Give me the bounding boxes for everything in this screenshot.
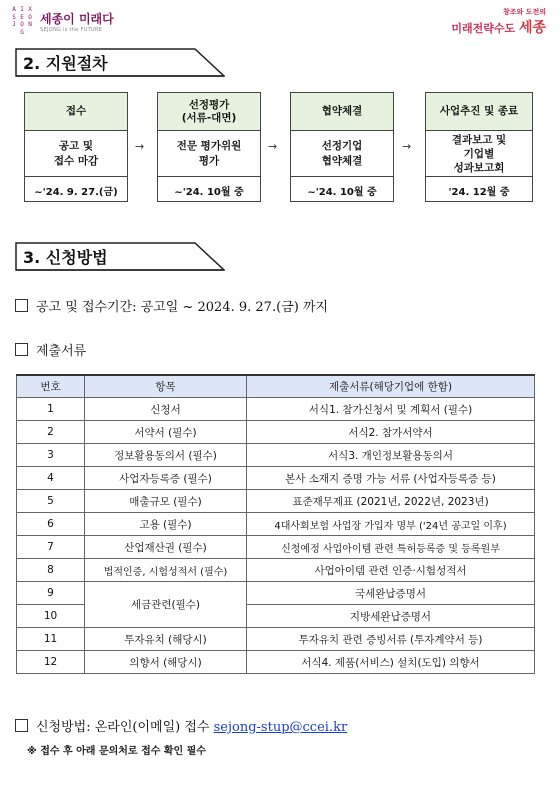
table-row: 10 지방세완납증명서 — [17, 605, 535, 628]
process-flow — [24, 92, 534, 204]
table-row: 7 산업재산권 (필수) 신청예정 사업아이템 관련 특허등록증 및 등록원부 — [17, 536, 535, 559]
flow-arrow-icon: → — [268, 140, 278, 153]
flow-step-date: ~'24. 10월 중 — [174, 186, 244, 198]
flow-step-4 — [425, 92, 533, 202]
sejong-logo-right — [451, 7, 546, 37]
flow-arrow-icon: → — [135, 140, 145, 153]
brand-subslogan: SEJONG is the FUTURE — [40, 26, 103, 33]
table-row: 4 사업자등록증 (필수) 본사 소재지 증명 가능 서류 (사업자등록증 등) — [17, 467, 535, 490]
flow-step-body: 선정기업 협약체결 — [291, 131, 393, 177]
flow-step-head: 접수 — [25, 93, 127, 131]
flow-arrow-icon: → — [402, 140, 412, 153]
method-text: 신청방법: 온라인(이메일) 접수 — [36, 720, 214, 735]
flow-step-head: 사업추진 및 종료 — [426, 93, 532, 131]
checkbox-square-icon — [15, 299, 28, 312]
table-row: 5 매출규모 (필수) 표준재무제표 (2021년, 2022년, 2023년) — [17, 490, 535, 513]
table-row: 11 투자유치 (해당시) 투자유치 관련 증빙서류 (투자계약서 등) — [17, 628, 535, 651]
table-row: 2 서약서 (필수) 서식2. 참가서약서 — [17, 421, 535, 444]
sejong-seal-mark: A I X S E O J O N G — [12, 6, 32, 36]
table-row: 8 법적인증, 시험성적서 (필수) 사업아이템 관련 인증·시험성적서 — [17, 559, 535, 582]
flow-step-head: 협약체결 — [291, 93, 393, 131]
right-slogan-small: 창조와 도전의 — [502, 8, 546, 16]
flow-step-1 — [24, 92, 128, 202]
period-text: 공고 및 접수기간: 공고일 ~ 2024. 9. 27.(금) 까지 — [36, 300, 329, 315]
col-header-docs: 제출서류(해당기업에 한함) — [247, 375, 535, 398]
email-link[interactable]: sejong-stup@ccei.kr — [213, 720, 348, 735]
col-header-no: 번호 — [17, 375, 85, 398]
checkbox-square-icon — [15, 343, 28, 356]
sejong-logo-left — [10, 6, 114, 36]
brand-slogan: 세종이 미래다 — [40, 11, 114, 26]
col-header-item: 항목 — [85, 375, 247, 398]
table-row: 12 의향서 (해당시) 서식4. 제품(서비스) 설치(도입) 의향서 — [17, 651, 535, 674]
table-row: 3 정보활용동의서 (필수) 서식3. 개인정보활용동의서 — [17, 444, 535, 467]
checkbox-square-icon — [15, 719, 28, 732]
section-title-2 — [15, 48, 225, 78]
flow-step-3 — [290, 92, 394, 202]
right-slogan-big: 미래전략수도 — [451, 22, 516, 35]
docs-title: 제출서류 — [36, 344, 87, 359]
flow-step-body: 결과보고 및 기업별 성과보고회 — [426, 131, 532, 177]
confirm-note: ※ 접수 후 아래 문의처로 접수 확인 필수 — [27, 746, 206, 757]
section-title-3 — [15, 242, 225, 272]
docs-line — [15, 340, 86, 359]
flow-step-body: 공고 및 접수 마감 — [25, 131, 127, 177]
required-docs-table — [16, 374, 535, 674]
flow-step-date: ~'24. 10월 중 — [307, 186, 377, 198]
table-row: 6 고용 (필수) 4대사회보험 사업장 가입자 명부 ('24년 공고일 이후) — [17, 513, 535, 536]
flow-step-head: 선정평가 (서류-대면) — [158, 93, 260, 131]
section-3-heading: 3. 신청방법 — [23, 248, 108, 267]
flow-step-date: ~'24. 9. 27.(금) — [34, 186, 118, 198]
section-2-heading: 2. 지원절차 — [23, 54, 108, 73]
period-line — [15, 296, 328, 315]
table-row: 1 신청서 서식1. 참가신청서 및 계획서 (필수) — [17, 398, 535, 421]
flow-step-body: 전문 평가위원 평가 — [158, 131, 260, 177]
method-line — [15, 716, 347, 735]
table-header-row — [17, 375, 535, 398]
flow-step-2 — [157, 92, 261, 202]
right-city: 세종 — [518, 20, 546, 36]
flow-step-date: '24. 12월 중 — [448, 186, 510, 198]
table-row: 9 세금관련(필수) 국세완납증명서 — [17, 582, 535, 605]
